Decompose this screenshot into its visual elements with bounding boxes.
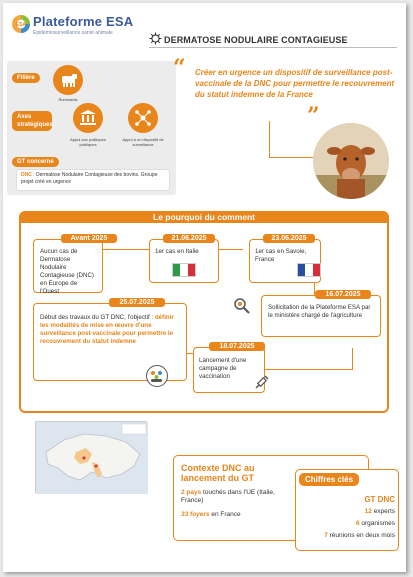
brand-name: Plateforme ESA — [33, 14, 134, 29]
context-line2-text: en France — [209, 511, 241, 518]
k1-text: experts — [371, 508, 395, 515]
context-line2-num: 33 foyers — [181, 511, 210, 518]
e5-text: Lancement d'une campagne de vaccination — [199, 357, 247, 380]
e3-text: 1er cas en Savoie, France — [255, 248, 307, 263]
k3-num: 7 — [324, 532, 328, 539]
k2-text: organismes — [359, 520, 395, 527]
france-flag-icon — [297, 263, 321, 277]
e3-date: 23.06.2025 — [263, 234, 315, 243]
filiere-item: Ruminants — [58, 97, 78, 102]
context-line1 — [181, 489, 295, 505]
e2-date: 21.06.2025 — [163, 234, 215, 243]
svg-text:ESA: ESA — [15, 22, 27, 28]
axe2-text: Appui à un dispositif de surveillance — [122, 137, 164, 147]
axe2-circle — [128, 103, 158, 133]
gt-abbr: DNC — [21, 172, 32, 178]
key-figures-group: GT DNC — [364, 495, 395, 504]
axe1-text: Appui aux politiques publiques — [70, 137, 106, 147]
magnifier-icon — [233, 297, 251, 315]
government-building-icon — [73, 103, 103, 133]
k2-num: 6 — [355, 520, 360, 527]
timeline-card-sollicitation — [261, 295, 381, 337]
infographic-sheet — [3, 3, 406, 572]
key-figure-organisms — [263, 520, 395, 527]
context-line1-text: touchés dans l'UE (Italie, France) — [181, 489, 275, 504]
axe1-circle — [73, 103, 103, 133]
k1-num: 12 — [364, 508, 372, 515]
e2-text: 1er cas en Italie — [155, 248, 199, 255]
syringe-icon — [253, 373, 271, 391]
close-quote-icon: ” — [307, 103, 320, 129]
cow-circle — [53, 65, 83, 95]
e5-date: 18.07.2025 — [209, 342, 265, 351]
e4-date: 16.07.2025 — [315, 290, 371, 299]
virus-icon — [149, 32, 162, 45]
e4-text: Sollicitation de la Plateforme ESA par le ministère chargé de l'agriculture — [268, 304, 371, 319]
key-figure-meetings — [223, 532, 395, 539]
e1-text: Aucun cas de Dermatose Nodulaire Contagieuse (DNC) en Europe de l'Ouest — [40, 248, 94, 295]
timeline-title: Le pourquoi du comment — [153, 212, 255, 222]
open-quote-icon: “ — [173, 55, 186, 81]
quote-connector — [269, 121, 313, 158]
page-title: DERMATOSE NODULAIRE CONTAGIEUSE — [164, 35, 348, 45]
key-figure-experts — [263, 508, 395, 515]
brand-logo-icon — [11, 14, 31, 34]
gt-box — [16, 169, 170, 191]
axes-label: Axes stratégiques — [12, 111, 52, 131]
k3-text: réunions en deux mois — [327, 532, 395, 539]
italy-flag-icon — [172, 263, 196, 277]
context-title: Contexte DNC au lancement du GT — [181, 463, 255, 483]
europe-map — [35, 421, 147, 493]
e6-text-start: Début des travaux du GT DNC, l'objectif : — [40, 314, 155, 321]
cow-photo — [313, 123, 389, 199]
e1-date: Avant 2025 — [61, 234, 117, 243]
title-underline — [149, 47, 397, 48]
objective-quote: Créer en urgence un dispositif de surveillance post-vaccinale de la DNC pour permettre le recouvrement du statut indemne de la France — [195, 68, 395, 99]
context-line1-num: 2 pays — [181, 489, 202, 496]
surveillance-network-icon — [128, 103, 158, 133]
brand-subtitle: Epidémiosurveillance santé animale — [33, 30, 113, 36]
filiere-label: Filière — [12, 73, 40, 83]
map-icon — [36, 422, 148, 494]
gt-text: : Dermatose Nodulaire Contagieuse des bovins. Groupe projet créé en urgence — [21, 172, 158, 185]
e6-text-highlight: définir les modalités de mise en œuvre d'une surveillance post-vaccinale pour permettre le recouvrement du statut indemne — [40, 314, 174, 345]
gt-label: GT concerné — [12, 157, 59, 167]
connector-middle — [263, 348, 353, 370]
key-figures-title: Chiffres clés — [299, 473, 359, 486]
timeline-card-avant-2025 — [33, 239, 103, 293]
cow-icon — [53, 65, 83, 95]
connector-right — [295, 281, 315, 295]
group-icon — [146, 365, 168, 387]
e6-date: 25.07.2025 — [109, 298, 165, 307]
